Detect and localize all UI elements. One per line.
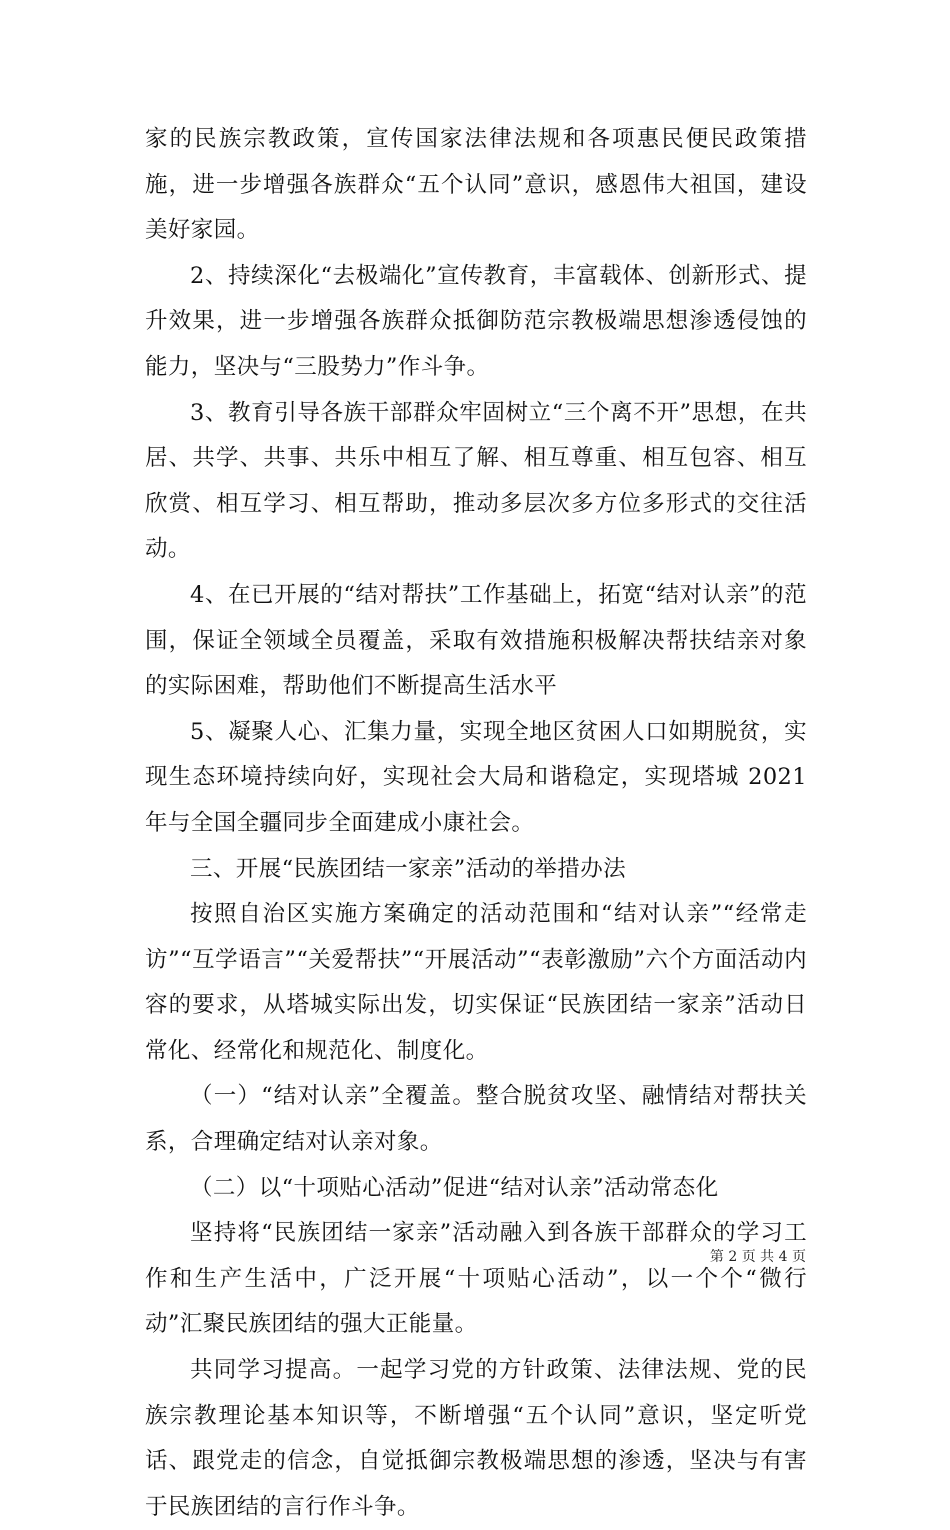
subheading-one: （一）“结对认亲”全覆盖。整合脱贫攻坚、融情结对帮扶关系，合理确定结对认亲对象。	[145, 1083, 807, 1156]
paragraph-item-2: 2、持续深化“去极端化”宣传教育，丰富载体、创新形式、提升效果，进一步增强各族群众抵御防范宗教极端思想渗透侵蚀的能力，坚决与“三股势力”作斗争。	[145, 262, 807, 380]
page-number-footer: 第 2 页 共 4 页	[709, 1249, 806, 1265]
paragraph-intro: 按照自治区实施方案确定的活动范围和“结对认亲”“经常走访”“互学语言”“关爱帮扶”“开展活动”“表彰激励”六个方面活动内容的要求，从塔城实际出发，切实保证“民族团结一家亲”活动日常化、经常化和规范化、制度化。	[145, 901, 807, 1064]
document-body	[145, 117, 807, 1530]
paragraph-ten-activities: 坚持将“民族团结一家亲”活动融入到各族干部群众的学习工作和生产生活中，广泛开展“十项贴心活动”，以一个个“微行动”汇聚民族团结的强大正能量。	[145, 1220, 807, 1338]
paragraph-continuation: 家的民族宗教政策，宣传国家法律法规和各项惠民便民政策措施，进一步增强各族群众“五个认同”意识，感恩伟大祖国，建设美好家园。	[145, 126, 807, 244]
paragraph-study-together: 共同学习提高。一起学习党的方针政策、法律法规、党的民族宗教理论基本知识等，不断增强“五个认同”意识，坚定听党话、跟党走的信念，自觉抵御宗教极端思想的渗透，坚决与有害于民族团结的言行作斗争。	[145, 1357, 807, 1520]
paragraph-item-4: 4、在已开展的“结对帮扶”工作基础上，拓宽“结对认亲”的范围，保证全领域全员覆盖，采取有效措施积极解决帮扶结亲对象的实际困难，帮助他们不断提高生活水平	[145, 581, 807, 700]
subheading-two: （二）以“十项贴心活动”促进“结对认亲”活动常态化	[190, 1174, 719, 1201]
paragraph-item-5: 5、凝聚人心、汇集力量，实现全地区贫困人口如期脱贫，实现生态环境持续向好，实现社会大局和谐稳定，实现塔城 2021 年与全国全疆同步全面建成小康社会。	[145, 718, 807, 836]
paragraph-item-3: 3、教育引导各族干部群众牢固树立“三个离不开”思想，在共居、共学、共事、共乐中相互了解、相互尊重、相互包容、相互欣赏、相互学习、相互帮助，推动多层次多方位多形式的交往活动。	[145, 399, 807, 563]
section-heading-three: 三、开展“民族团结一家亲”活动的举措办法	[190, 855, 627, 882]
